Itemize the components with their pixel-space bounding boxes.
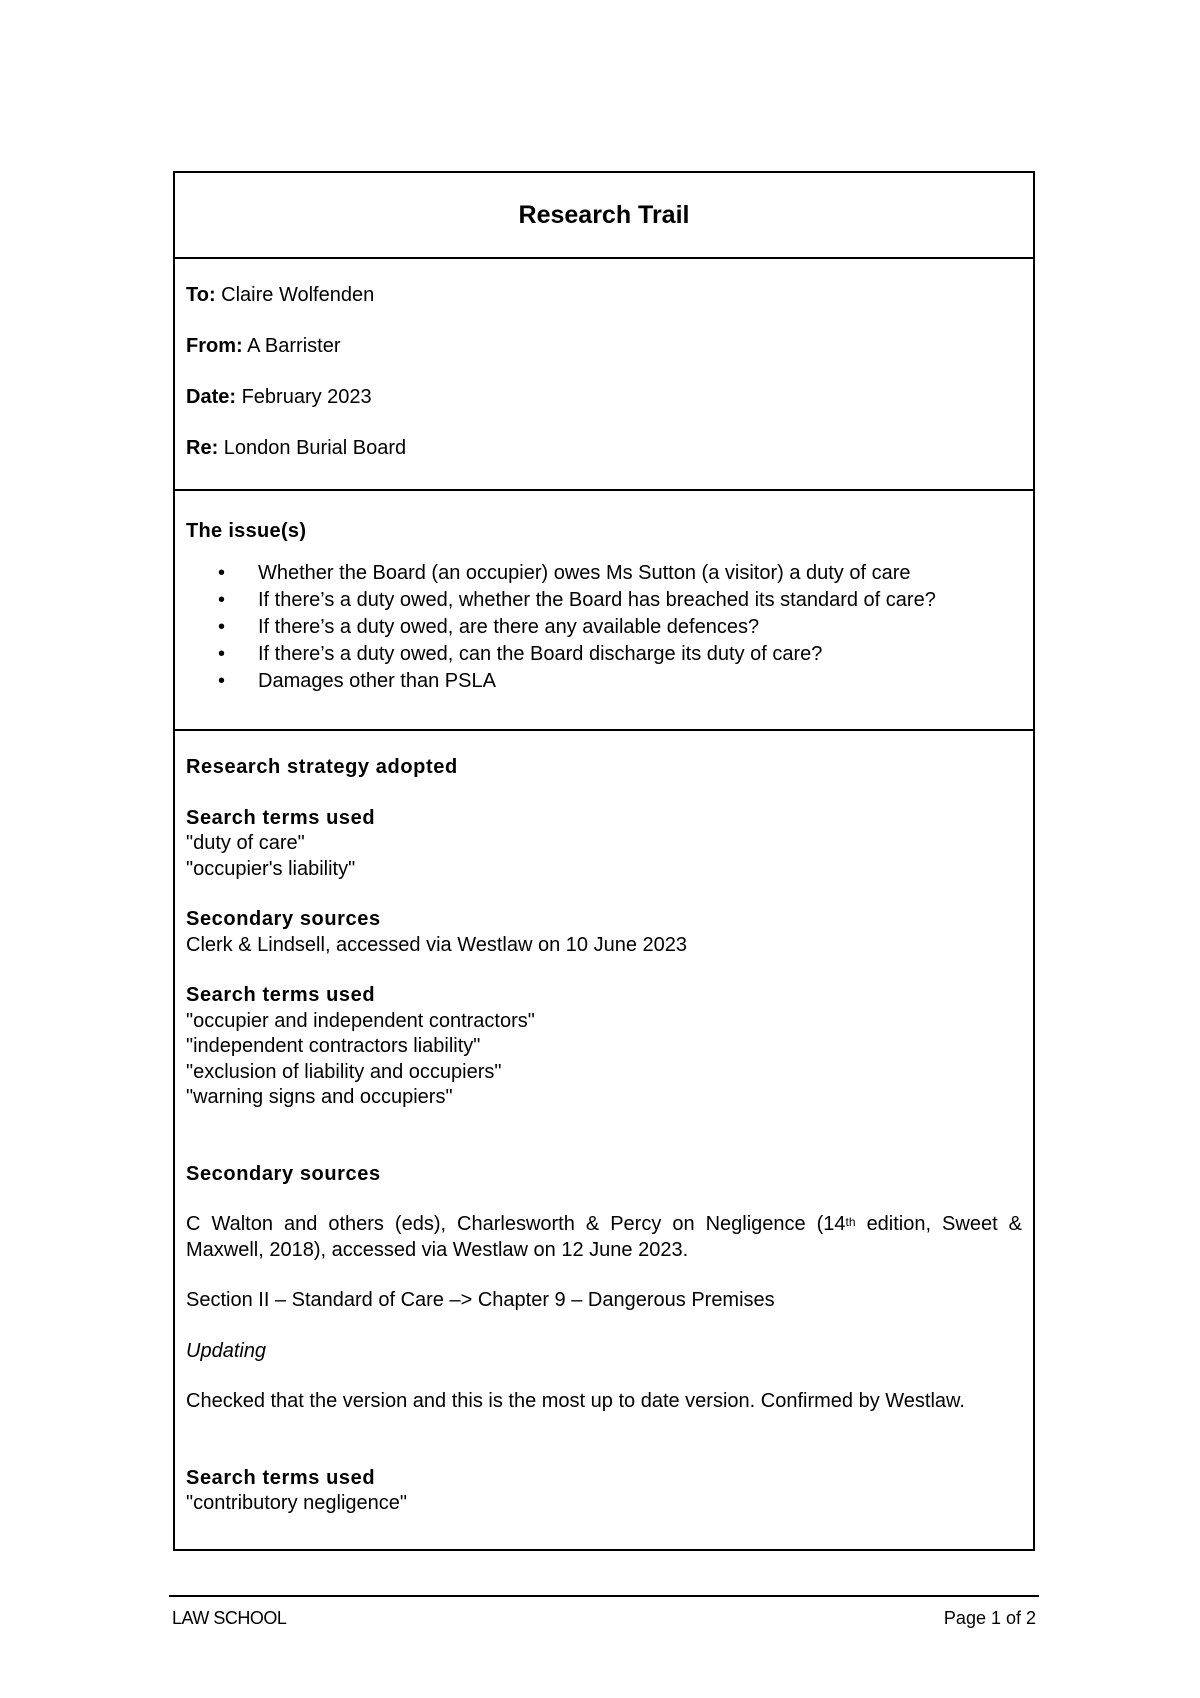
title-section — [175, 173, 1033, 257]
list-item — [186, 614, 1022, 641]
memo-date — [186, 385, 1022, 409]
memo-date-value: February 2023 — [236, 386, 372, 408]
search-term: "occupier's liability" — [186, 857, 356, 880]
bullet-icon: • — [218, 562, 226, 584]
secondary-source-text: Clerk & Lindsell, accessed via Westlaw on 10 June 2023 — [186, 933, 688, 956]
search-term: "contributory negligence" — [186, 1492, 407, 1514]
memo-header-section — [175, 257, 1033, 489]
citation-text: C Walton and others (eds), Charlesworth & Percy on Negligence (14 — [186, 1213, 846, 1235]
citation-superscript: th — [845, 1215, 856, 1229]
memo-from — [186, 334, 1022, 358]
memo-from-label: From: — [186, 335, 243, 357]
research-strategy-section — [175, 729, 1033, 1549]
secondary-sources-heading: Secondary sources — [186, 908, 381, 930]
memo-re-value: London Burial Board — [218, 437, 407, 459]
memo-date-label: Date: — [186, 386, 237, 408]
research-trail-table — [173, 171, 1035, 1551]
memo-from-value: A Barrister — [242, 335, 341, 357]
bullet-icon: • — [218, 670, 226, 692]
issue-text: If there’s a duty owed, can the Board discharge its duty of care? — [258, 643, 823, 665]
citation-text: edition, Sweet & Maxwell, 2018), accessed via Westlaw on 12 June 2023. — [186, 1213, 1022, 1261]
list-item — [186, 668, 1022, 695]
search-term: "occupier and independent contractors" — [186, 1009, 535, 1032]
document-title: Research Trail — [518, 200, 690, 229]
footer-divider — [169, 1595, 1039, 1597]
issues-heading: The issue(s) — [186, 520, 307, 542]
updating-heading: Updating — [186, 1339, 267, 1362]
updating-text: Checked that the version and this is the most up to date version. Confirmed by Westlaw. — [186, 1390, 965, 1412]
issue-text: If there’s a duty owed, whether the Board has breached its standard of care? — [258, 589, 936, 611]
footer-organization: LAW SCHOOL — [172, 1608, 287, 1628]
bullet-icon: • — [218, 643, 226, 665]
search-terms-heading: Search terms used — [186, 984, 376, 1006]
search-terms-heading: Search terms used — [186, 806, 376, 829]
secondary-source-citation — [186, 1212, 1022, 1263]
search-term: "independent contractors liability" — [186, 1035, 481, 1057]
issues-section — [175, 489, 1033, 729]
memo-to — [186, 283, 1022, 307]
bullet-icon: • — [218, 616, 226, 638]
section-reference: Section II – Standard of Care –> Chapter 9 – Dangerous Premises — [186, 1289, 775, 1311]
page-number: Page 1 of 2 — [943, 1608, 1036, 1628]
list-item — [186, 641, 1022, 668]
search-term: "warning signs and occupiers" — [186, 1086, 453, 1108]
memo-to-label: To: — [186, 284, 216, 306]
search-term: "duty of care" — [186, 832, 305, 854]
issue-text: Damages other than PSLA — [258, 670, 496, 692]
memo-re — [186, 436, 1022, 460]
strategy-heading: Research strategy adopted — [186, 756, 458, 778]
bullet-icon: • — [218, 589, 226, 611]
list-item — [186, 587, 1022, 614]
secondary-sources-heading: Secondary sources — [186, 1162, 381, 1185]
list-item — [186, 560, 1022, 587]
issue-text: If there’s a duty owed, are there any available defences? — [258, 616, 760, 638]
search-term: "exclusion of liability and occupiers" — [186, 1060, 502, 1083]
memo-re-label: Re: — [186, 437, 219, 459]
memo-to-value: Claire Wolfenden — [215, 284, 375, 306]
issue-text: Whether the Board (an occupier) owes Ms Sutton (a visitor) a duty of care — [258, 562, 911, 584]
issues-list — [186, 560, 1022, 695]
search-terms-heading: Search terms used — [186, 1466, 376, 1489]
